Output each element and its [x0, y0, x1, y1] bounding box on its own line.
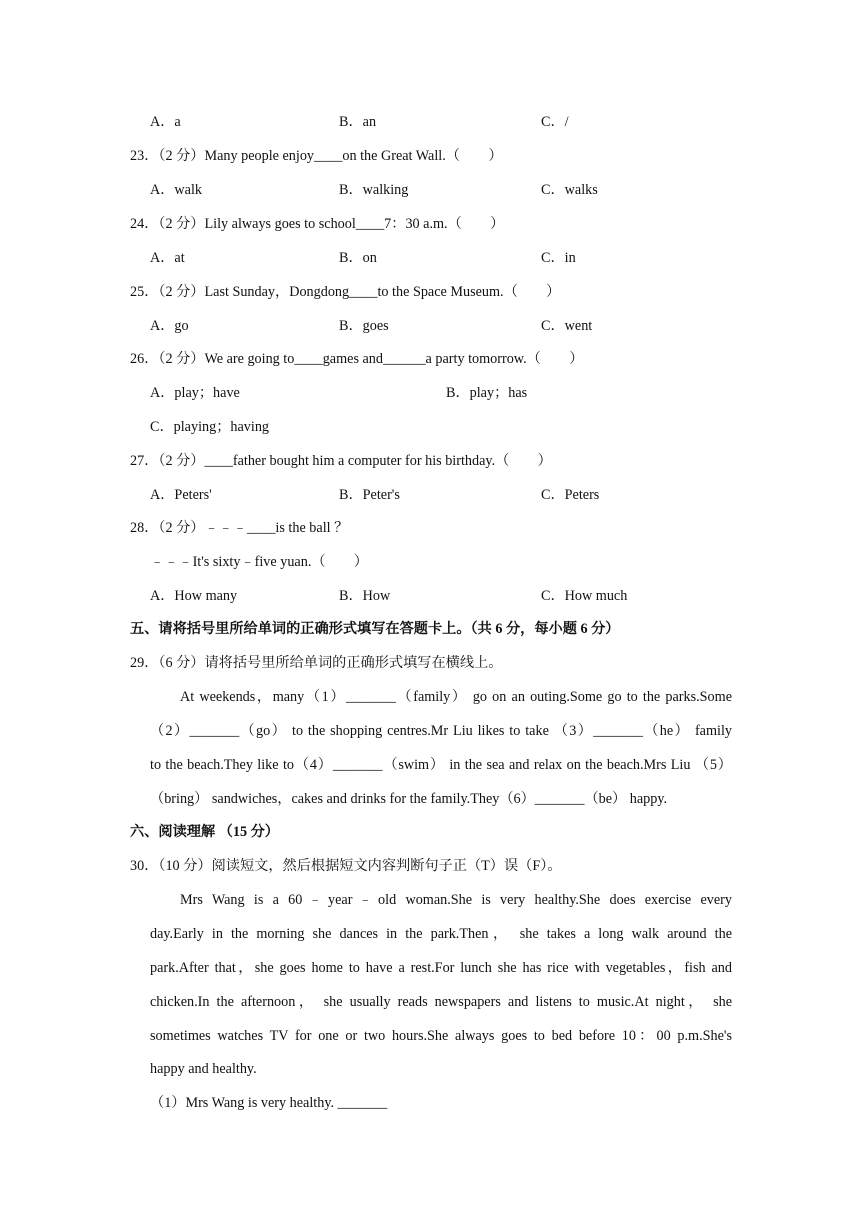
q28-option-a: A．How many [150, 588, 238, 604]
q28-option-b: B．How [339, 588, 391, 604]
q29-passage-line-2: （2）_______（go） to the shopping centres.Mr Liu likes to take （3）_______（he） family [150, 723, 732, 739]
q26-option-b: B．play；has [446, 385, 528, 401]
q24-option-a: A．at [150, 250, 185, 266]
q22-option-c: C．/ [541, 114, 569, 130]
q30-passage-line-6: happy and healthy. [150, 1061, 257, 1077]
q30-passage-line-1: Mrs Wang is a 60﹣year﹣old woman.She is very healthy.She does exercise every [180, 892, 732, 908]
q28-stem-reply: ﹣﹣﹣It's sixty﹣five yuan.（ ） [150, 554, 369, 570]
q27-option-b: B．Peter's [339, 487, 400, 503]
q24-option-b: B．on [339, 250, 377, 266]
q30-passage-line-5: sometimes watches TV for one or two hours.She always goes to bed before 10：00 p.m.She's [150, 1028, 732, 1044]
section-6-heading: 六、阅读理解 （15 分） [130, 824, 279, 840]
section-5-heading: 五、请将括号里所给单词的正确形式填写在答题卡上。（共 6 分，每小题 6 分） [130, 621, 620, 637]
q28-option-c: C．How much [541, 588, 628, 604]
q23-stem: 23．（2 分）Many people enjoy____on the Great Wall.（ ） [130, 148, 503, 164]
q25-option-c: C．went [541, 318, 593, 334]
q27-stem: 27．（2 分）____father bought him a computer for his birthday.（ ） [130, 453, 552, 469]
q23-option-c: C．walks [541, 182, 598, 198]
q27-option-c: C．Peters [541, 487, 600, 503]
q25-option-b: B．goes [339, 318, 389, 334]
q30-stem: 30．（10 分）阅读短文，然后根据短文内容判断句子正（T）误（F）。 [130, 858, 562, 874]
q30-passage-line-3: park.After that，she goes home to have a rest.For lunch she has rice with vegetables，fish and [150, 960, 732, 976]
q23-option-b: B．walking [339, 182, 409, 198]
q30-item-1: （1）Mrs Wang is very healthy. _______ [150, 1095, 388, 1111]
q22-option-a: A．a [150, 114, 181, 130]
q23-option-a: A．walk [150, 182, 203, 198]
q26-stem: 26．（2 分）We are going to____games and______a party tomorrow.（ ） [130, 351, 584, 367]
q25-stem: 25．（2 分）Last Sunday，Dongdong____to the Space Museum.（ ） [130, 284, 561, 300]
q29-passage-line-1: At weekends，many（1）_______（family） go on an outing.Some go to the parks.Some [180, 689, 732, 705]
q30-passage-line-2: day.Early in the morning she dances in the park.Then， she takes a long walk around the [150, 926, 732, 942]
q24-option-c: C．in [541, 250, 576, 266]
q28-stem: 28．（2 分）﹣﹣﹣____is the ball ？ [130, 520, 349, 536]
q29-passage-line-4: （bring） sandwiches，cakes and drinks for the family.They（6）_______（be） happy. [150, 791, 668, 807]
q30-passage-line-4: chicken.In the afternoon， she usually reads newspapers and listens to music.At night， she [150, 994, 732, 1010]
q29-passage-line-3: to the beach.They like to（4）_______（swim） in the sea and relax on the beach.Mrs Liu （5） [150, 757, 732, 773]
q25-option-a: A．go [150, 318, 189, 334]
q24-stem: 24．（2 分）Lily always goes to school____7：30 a.m.（ ） [130, 216, 505, 232]
q22-option-b: B．an [339, 114, 377, 130]
q26-option-a: A．play；have [150, 385, 240, 401]
q27-option-a: A．Peters' [150, 487, 212, 503]
q26-option-c: C．playing；having [150, 419, 270, 435]
q29-stem: 29．（6 分）请将括号里所给单词的正确形式填写在横线上。 [130, 655, 503, 671]
